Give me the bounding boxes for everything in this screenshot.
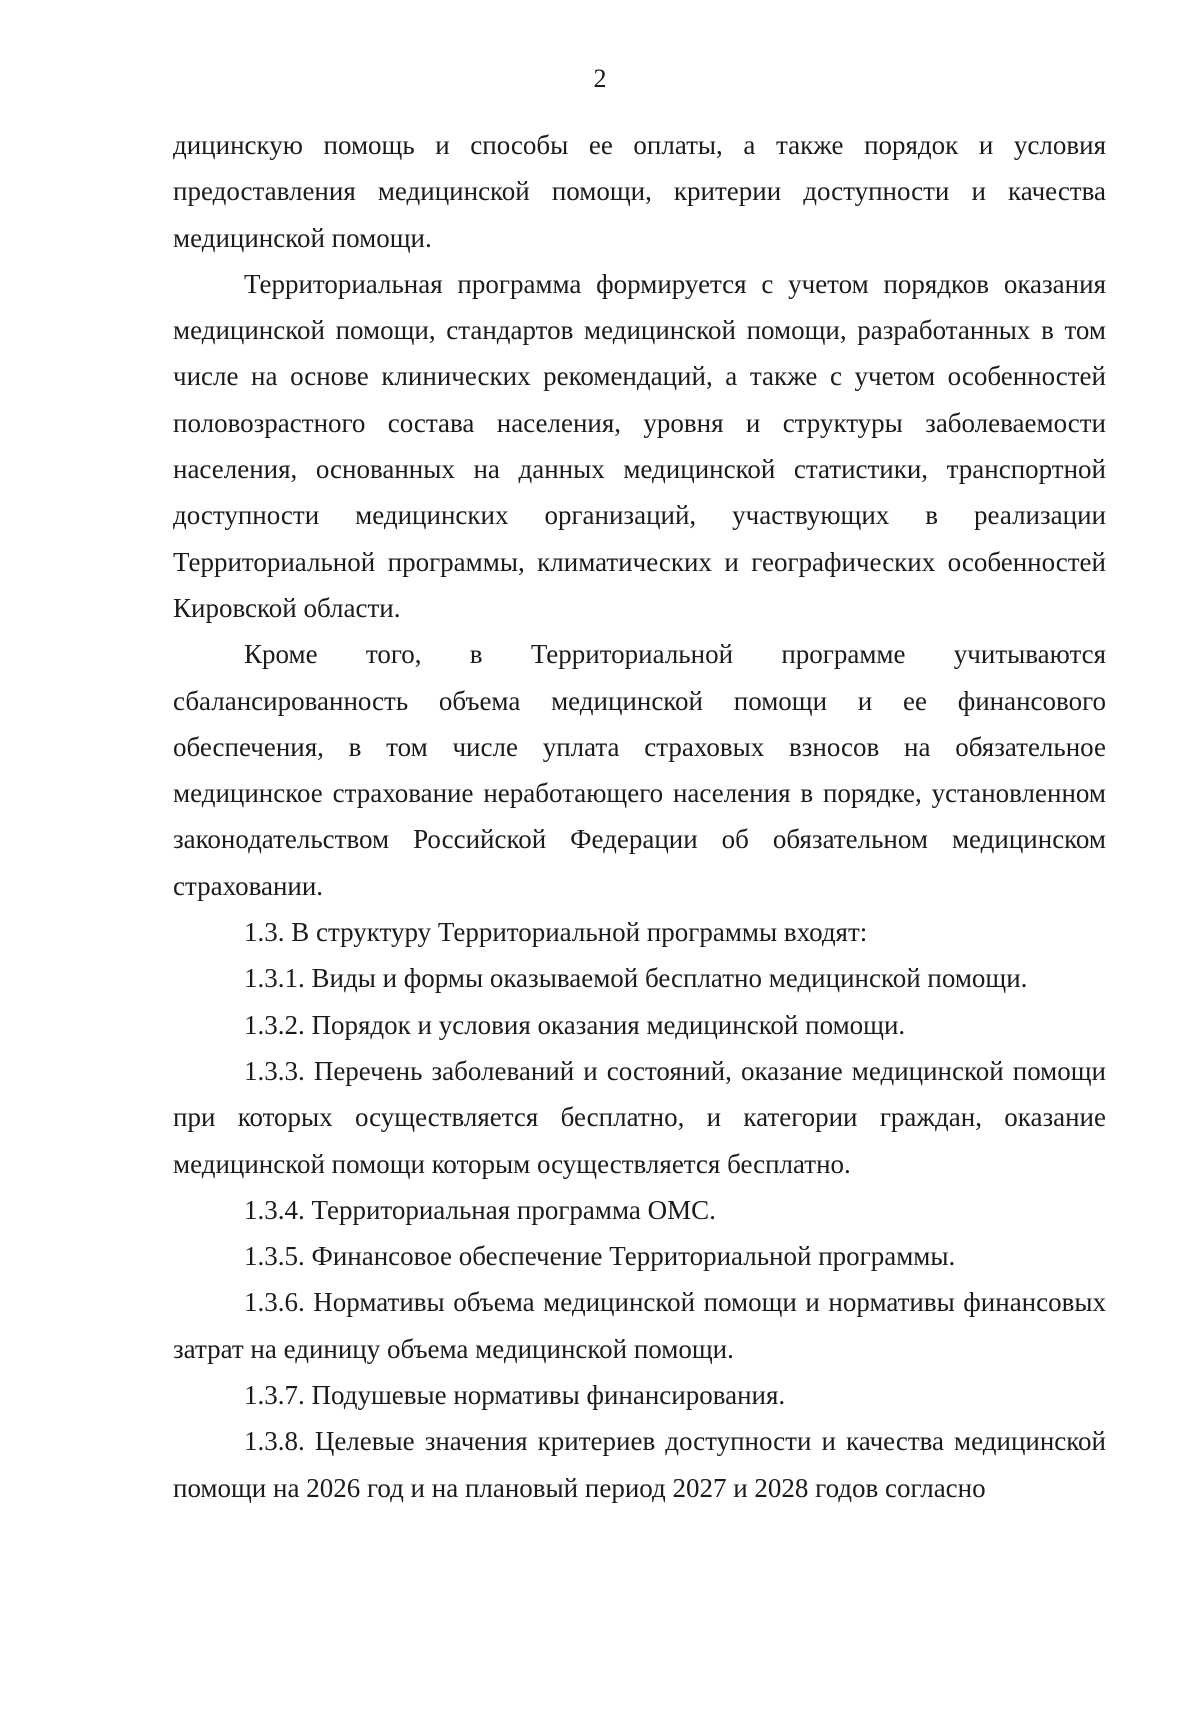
document-body	[173, 122, 1106, 1511]
paragraph-continued: дицинскую помощь и способы ее оплаты, а также порядок и условия предоставления медицинской помощи, критерии доступности и качества медицинской помощи.	[173, 130, 1106, 253]
item-1-3-4: 1.3.4. Территориальная программа ОМС.	[244, 1194, 716, 1225]
item-1-3-1: 1.3.1. Виды и формы оказываемой бесплатно медицинской помощи.	[244, 963, 1028, 994]
paragraph-balance: Кроме того, в Территориальной программе учитываются сбалансированность объема медицинской помощи и ее финансового обеспечения, в том числе уплата страховых взносов на обязательное медицинское страхование неработающего населения в порядке, установленном законодательством Российской Федерации об обязательном медицинском страховании.	[173, 639, 1106, 901]
item-1-3-8: 1.3.8. Целевые значения критериев доступности и качества медицинской помощи на 2026 год и на плановый период 2027 и 2028 годов согласно	[173, 1426, 1106, 1503]
item-1-3-2: 1.3.2. Порядок и условия оказания медицинской помощи.	[244, 1009, 906, 1040]
item-1-3-6: 1.3.6. Нормативы объема медицинской помощи и нормативы финансовых затрат на единицу объема медицинской помощи.	[173, 1287, 1106, 1364]
paragraph-program-formation: Территориальная программа формируется с учетом порядков оказания медицинской помощи, стандартов медицинской помощи, разработанных в том числе на основе клинических рекомендаций, а также с учетом особенностей половозрастного состава населения, уровня и структуры заболеваемости населения, основанных на данных медицинской статистики, транспортной доступности медицинских организаций, участвующих в реализации Территориальной программы, климатических и географических особенностей Кировской области.	[173, 268, 1106, 623]
section-1-3-heading: 1.3. В структуру Территориальной программы входят:	[244, 917, 868, 948]
item-1-3-7: 1.3.7. Подушевые нормативы финансирования.	[244, 1380, 786, 1411]
page-number: 2	[593, 64, 607, 93]
item-1-3-5: 1.3.5. Финансовое обеспечение Территориальной программы.	[244, 1241, 956, 1272]
item-1-3-3: 1.3.3. Перечень заболеваний и состояний, оказание медицинской помощи при которых осуществляется бесплатно, и категории граждан, оказание медицинской помощи которым осуществляется бесплатно.	[173, 1055, 1106, 1179]
